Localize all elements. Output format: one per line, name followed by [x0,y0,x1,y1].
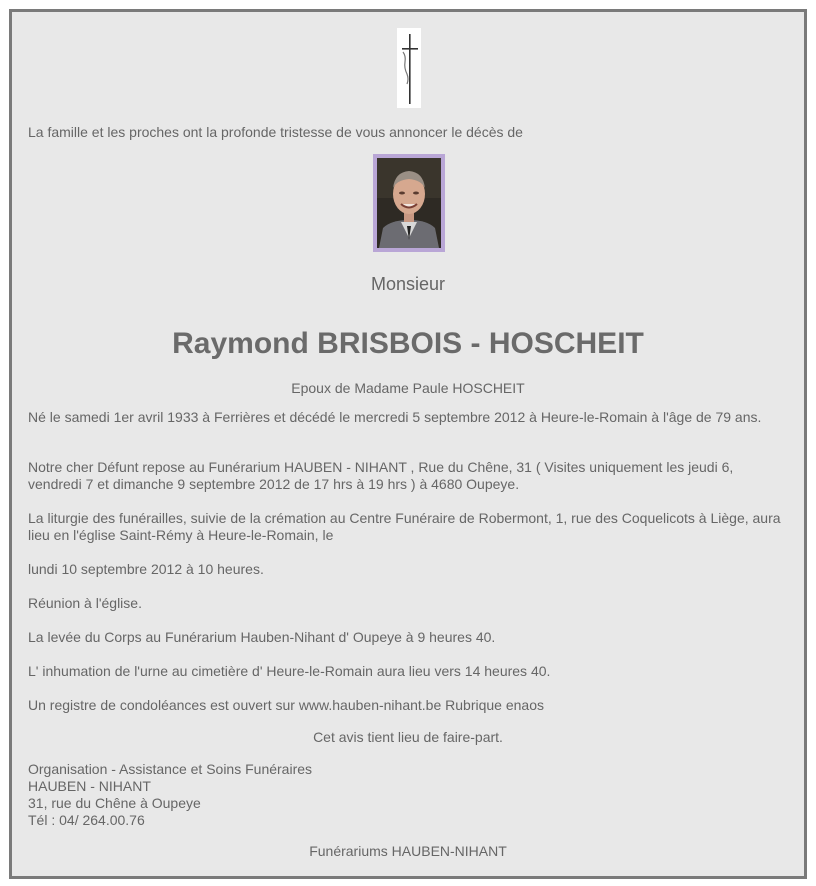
deceased-name: Raymond BRISBOIS - HOSCHEIT [172,327,644,360]
liturgy-text: La liturgie des funérailles, suivie de la crémation au Centre Funéraire de Robermont, 1, rue des Coquelicots à Liège, aura lieu en l'église Saint-Rémy à Heure-le-Romain, le [28,510,781,543]
footer-text: Funérariums HAUBEN-NIHANT [309,843,507,859]
organisation-address: 31, rue du Chêne à Oupeye [28,795,201,811]
organisation-name: HAUBEN - NIHANT [28,778,151,794]
birth-death-text: Né le samedi 1er avril 1933 à Ferrières et décédé le mercredi 5 septembre 2012 à Heure-le-Romain à l'âge de 79 ans. [28,409,762,425]
levee-text: La levée du Corps au Funérarium Hauben-Nihant d' Oupeye à 9 heures 40. [28,629,496,645]
organisation-phone: Tél : 04/ 264.00.76 [28,812,145,828]
obituary-card [9,9,807,879]
registry-text: Un registre de condoléances est ouvert sur www.hauben-nihant.be Rubrique enaos [28,697,544,713]
organisation-block [28,761,788,829]
ceremony-date: lundi 10 septembre 2012 à 10 heures. [28,561,264,577]
inhumation-text: L' inhumation de l'urne au cimetière d' Heure-le-Romain aura lieu vers 14 heures 40. [28,663,551,679]
honorific: Monsieur [370,274,446,294]
intro-text: La famille et les proches ont la profonde tristesse de vous annoncer le décès de [28,124,523,140]
rest-text: Notre cher Défunt repose au Funérarium HAUBEN - NIHANT , Rue du Chêne, 31 ( Visites uniquement les jeudi 6, vendredi 7 et dimanche 9 septembre 2012 de 17 hrs à 19 hrs ) à 4680 Oupeye. [28,459,734,492]
meeting-text: Réunion à l'église. [28,595,142,611]
organisation-line: Organisation - Assistance et Soins Funéraires [28,761,313,777]
spouse-line: Epoux de Madame Paule HOSCHEIT [291,380,525,396]
notice-text: Cet avis tient lieu de faire-part. [313,729,503,745]
portrait-photo [373,154,445,252]
cross-icon [397,28,421,108]
